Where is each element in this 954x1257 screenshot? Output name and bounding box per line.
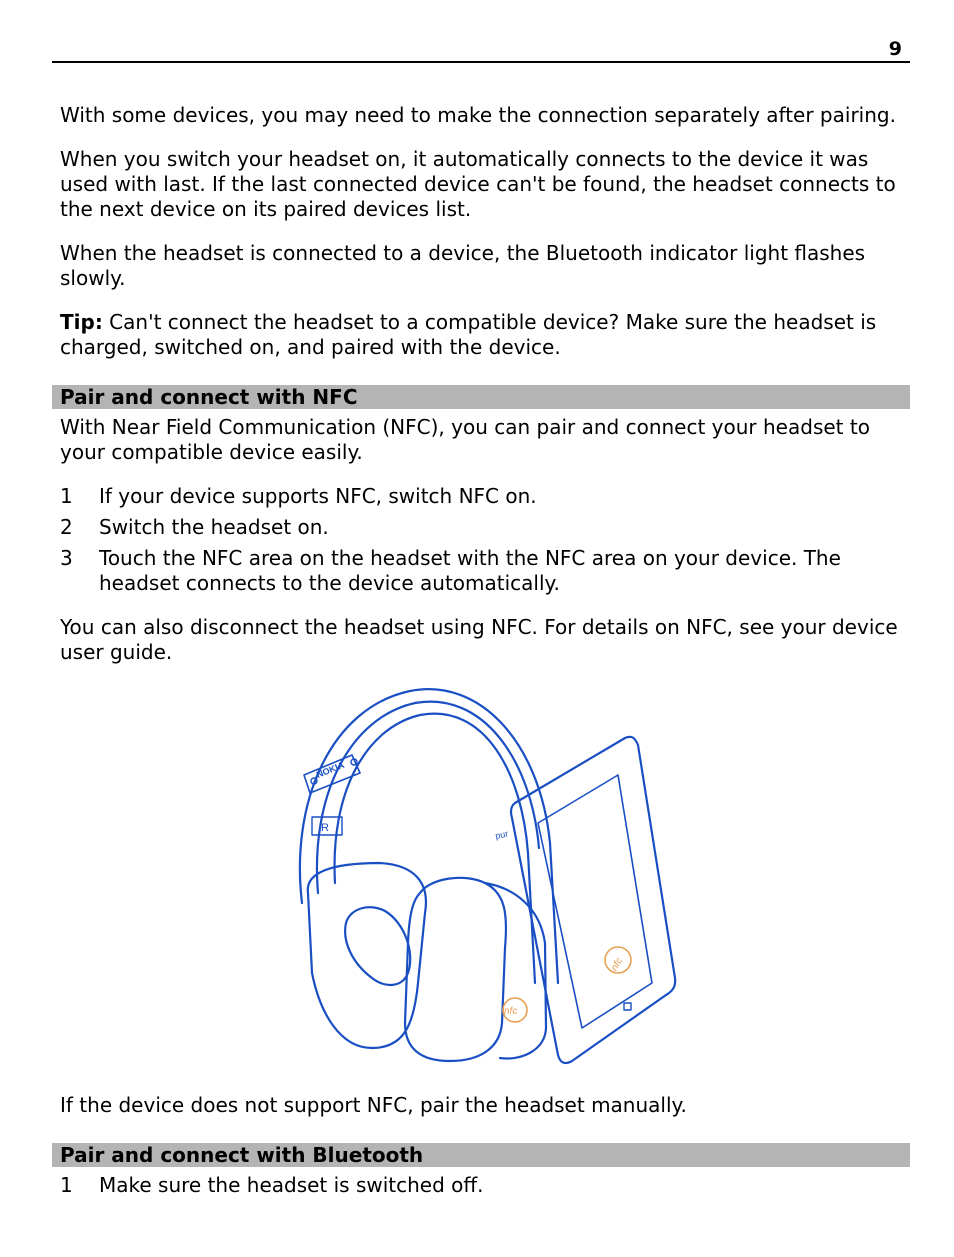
side-label: R <box>321 822 329 834</box>
headband-outer <box>300 689 558 983</box>
band-label: pur <box>494 828 510 841</box>
tip-text: Can't connect the headset to a compatible device? Make sure the headset is charged, switched on, and paired with the device. <box>60 310 877 359</box>
headset-nfc-illustration <box>290 683 680 1068</box>
section-header-bluetooth <box>52 1143 910 1167</box>
section-header-nfc <box>52 385 910 409</box>
phone-nfc-badge: nfc <box>609 955 626 974</box>
brand-label: NOKIA <box>315 759 346 780</box>
list-number: 1 <box>60 1173 73 1197</box>
list-number: 3 <box>60 546 73 570</box>
tip-label: Tip: <box>60 310 103 334</box>
left-earcup-cushion <box>345 907 410 985</box>
paragraph-auto-connect: When you switch your headset on, it automatically connects to the device it was used with last. If the last connected device can't be found, the headset connects to the next device on its paired devices list. <box>60 147 896 221</box>
phone-body <box>511 737 675 1063</box>
list-text: Touch the NFC area on the headset with the NFC area on your device. The headset connects to the device automatically. <box>99 546 841 595</box>
list-number: 1 <box>60 484 73 508</box>
tip-paragraph <box>60 310 910 360</box>
nfc-intro: With Near Field Communication (NFC), you can pair and connect your headset to your compatible device easily. <box>60 415 870 464</box>
headset-phone-drawing <box>290 683 680 1068</box>
right-earcup-side <box>485 883 546 1059</box>
manual-pair-paragraph: If the device does not support NFC, pair the headset manually. <box>60 1093 687 1117</box>
paragraph-separate-connection: With some devices, you may need to make the connection separately after pairing. <box>60 103 896 127</box>
page-number: 9 <box>888 38 902 60</box>
section-title-bluetooth: Pair and connect with Bluetooth <box>60 1143 424 1167</box>
paragraph-indicator-light: When the headset is connected to a device, the Bluetooth indicator light flashes slowly. <box>60 241 866 290</box>
list-text: If your device supports NFC, switch NFC on. <box>99 484 537 508</box>
phone-screen <box>538 775 652 1028</box>
list-number: 2 <box>60 515 73 539</box>
nfc-disconnect-paragraph: You can also disconnect the headset using NFC. For details on NFC, see your device user guide. <box>60 615 898 664</box>
list-text: Switch the headset on. <box>99 515 329 539</box>
header-rule <box>52 61 910 63</box>
section-title-nfc: Pair and connect with NFC <box>60 385 358 409</box>
phone-windows-key <box>624 1003 631 1010</box>
headset-nfc-badge: nfc <box>504 1006 518 1017</box>
list-text: Make sure the headset is switched off. <box>99 1173 484 1197</box>
